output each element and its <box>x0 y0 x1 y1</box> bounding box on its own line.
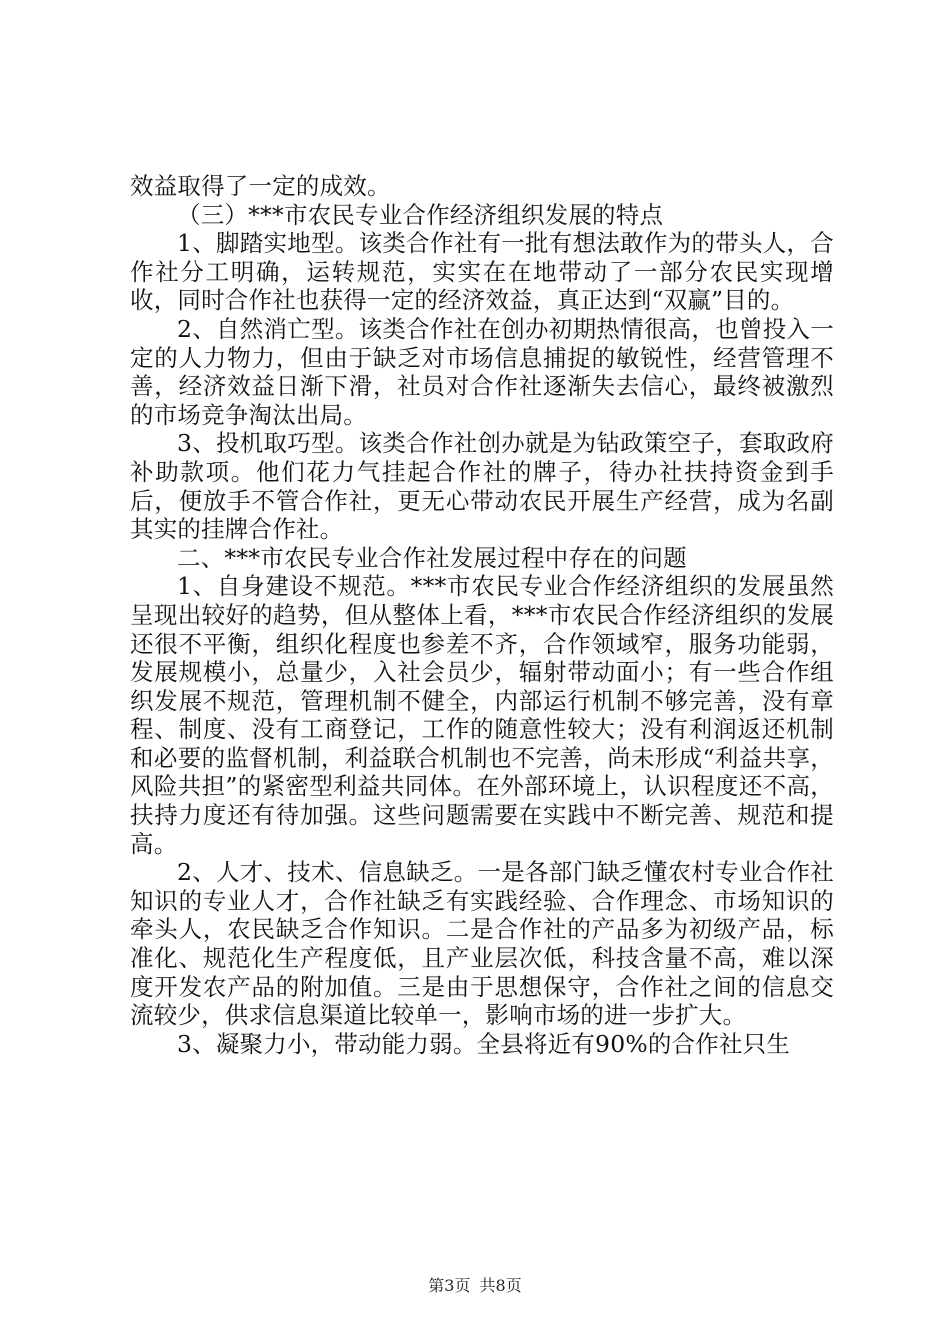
page-footer <box>0 1273 950 1296</box>
paragraph: 1、自身建设不规范。***市农民专业合作经济组织的发展虽然呈现出较好的趋势，但从整体上看，***市农民合作经济组织的发展还很不平衡，组织化程度也参差不齐，合作领域窄，服务功能弱，发展规模小，总量少，入社会员少，辐射带动面小；有一些合作组织发展不规范，管理机制不健全，内部运行机制不够完善，没有章程、制度、没有工商登记，工作的随意性较大；没有利润返还机制和必要的监督机制，利益联合机制也不完善，尚未形成“利益共享，风险共担”的紧密型利益共同体。在外部环境上，认识程度还不高，扶持力度还有待加强。这些问题需要在实践中不断完善、规范和提高。 <box>130 572 834 858</box>
paragraph: 3、投机取巧型。该类合作社创办就是为钻政策空子，套取政府补助款项。他们花力气挂起合作社的牌子，待办社扶持资金到手后，便放手不管合作社，更无心带动农民开展生产经营，成为名副其实的挂牌合作社。 <box>130 429 834 544</box>
paragraph: 3、凝聚力小，带动能力弱。全县将近有90%的合作社只生 <box>177 1029 791 1058</box>
paragraph: 2、自然消亡型。该类合作社在创办初期热情很高，也曾投入一定的人力物力，但由于缺乏对市场信息捕捉的敏锐性，经营管理不善，经济效益日渐下滑，社员对合作社逐渐失去信心，最终被激烈的市场竞争淘汰出局。 <box>130 314 834 429</box>
page-number: 第3页 <box>428 1276 471 1295</box>
paragraph: 1、脚踏实地型。该类合作社有一批有想法敢作为的带头人，合作社分工明确，运转规范，实实在在地带动了一部分农民实现增收，同时合作社也获得一定的经济效益，真正达到“双赢”目的。 <box>130 229 834 315</box>
page-total: 共8页 <box>479 1276 522 1295</box>
section-heading: 二、***市农民专业合作社发展过程中存在的问题 <box>177 543 687 572</box>
paragraph: 效益取得了一定的成效。 <box>130 172 391 200</box>
section-heading: （三）***市农民专业合作经济组织发展的特点 <box>177 200 664 229</box>
document-body <box>130 172 834 1058</box>
paragraph: 2、人才、技术、信息缺乏。一是各部门缺乏懂农村专业合作社知识的专业人才，合作社缺乏有实践经验、合作理念、市场知识的牵头人，农民缺乏合作知识。二是合作社的产品多为初级产品，标准化、规范化生产程度低，且产业层次低，科技含量不高，难以深度开发农产品的附加值。三是由于思想保守，合作社之间的信息交流较少，供求信息渠道比较单一，影响市场的进一步扩大。 <box>130 858 834 1030</box>
